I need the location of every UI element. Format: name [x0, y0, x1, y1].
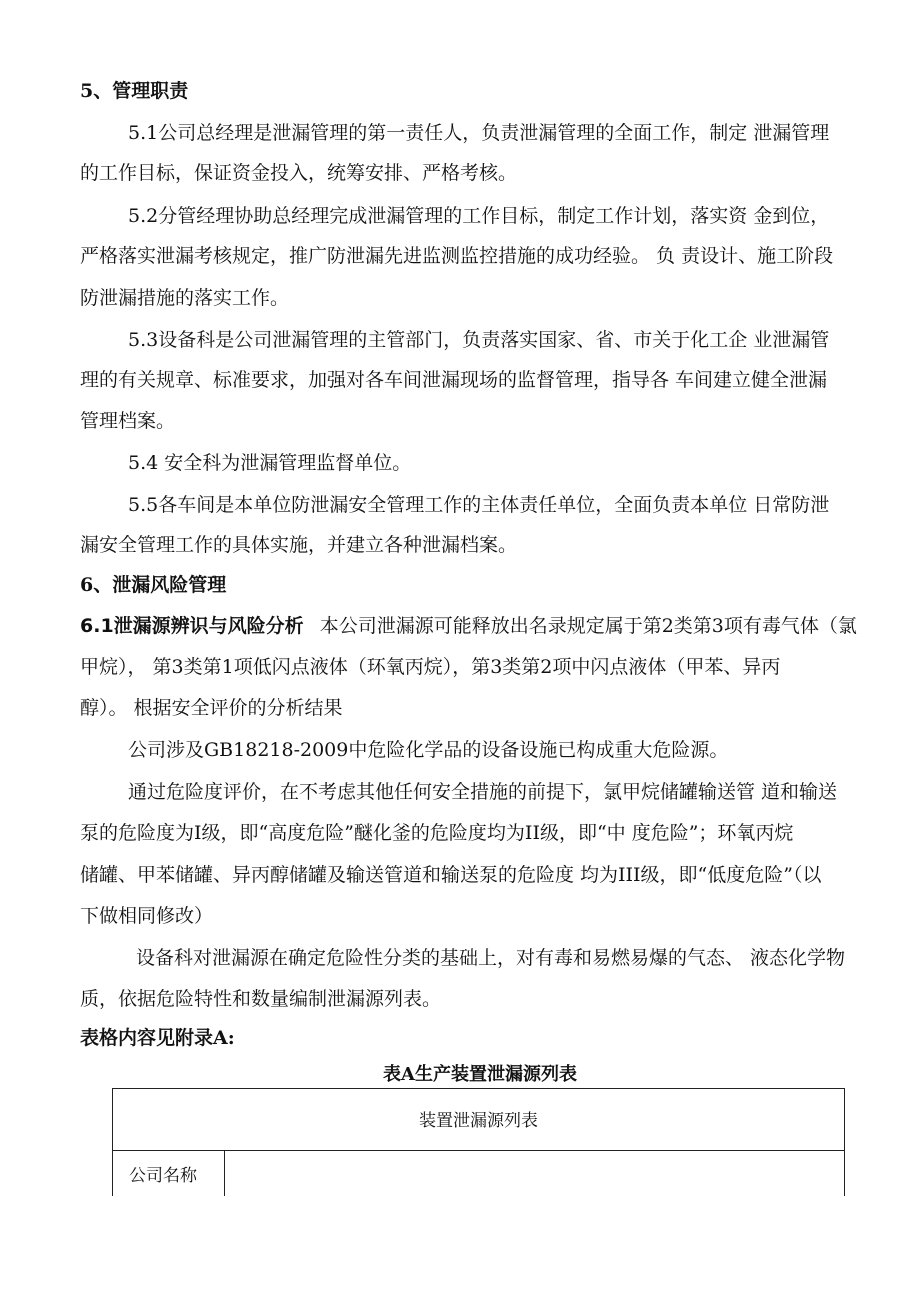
para-5-1-line-2: 的工作目标，保证资金投入，统筹安排、严格考核。: [80, 162, 518, 184]
para-evaluation-line-3: 储罐、甲苯储罐、异丙醇储罐及输送管道和输送泵的危险度 均为III级，即“低度危险”（以: [80, 864, 822, 886]
table-border-left: [112, 1088, 113, 1196]
para-6-1-line-2: 甲烷）， 第3类第1项低闪点液体（环氧丙烷），第3类第2项中闪点液体（甲苯、异丙: [80, 656, 781, 678]
para-5-3-line-2: 理的有关规章、标准要求，加强对各车间泄漏现场的监督管理，指导各 车间建立健全泄漏: [80, 369, 828, 391]
para-5-3-line-1: 5.3设备科是公司泄漏管理的主管部门，负责落实国家、省、市关于化工企 业泄漏管: [128, 329, 830, 351]
para-5-1-line-1: 5.1公司总经理是泄漏管理的第一责任人，负责泄漏管理的全面工作，制定 泄漏管理: [128, 122, 830, 144]
table-a-title: 表A生产装置泄漏源列表: [383, 1064, 577, 1085]
table-column-separator: [224, 1150, 225, 1196]
para-5-5-line-2: 漏安全管理工作的具体实施，并建立各种泄漏档案。: [80, 534, 518, 556]
table-row-separator: [112, 1150, 845, 1151]
para-5-5-line-1: 5.5各车间是本单位防泄漏安全管理工作的主体责任单位，全面负责本单位 日常防泄: [128, 494, 830, 516]
table-border-top: [112, 1088, 845, 1089]
para-5-4-line-1: 5.4 安全科为泄漏管理监督单位。: [128, 452, 412, 474]
para-5-2-line-2: 严格落实泄漏考核规定，推广防泄漏先进监测监控措施的成功经验。 负 责设计、施工阶段: [80, 245, 834, 267]
para-evaluation-line-4: 下做相同修改）: [80, 905, 214, 927]
para-gb-standard: 公司涉及GB18218-2009中危险化学品的设备设施已构成重大危险源。: [128, 739, 729, 761]
para-evaluation-line-2: 泵的危险度为I级，即“高度危险”醚化釜的危险度均为II级，即“中 度危险”；环氧丙烷: [80, 822, 794, 844]
table-a: [112, 1088, 845, 1196]
company-name-label: 公司名称: [129, 1166, 197, 1186]
para-evaluation-line-1: 通过危险度评价，在不考虑其他任何安全措施的前提下，氯甲烷储罐输送管 道和输送: [128, 781, 838, 803]
para-6-1-text: 本公司泄漏源可能释放出名录规定属于第2类第3项有毒气体（氯: [319, 615, 857, 637]
appendix-note: 表格内容见附录A:: [80, 1027, 235, 1049]
table-border-right: [844, 1088, 845, 1196]
para-equipment-dept-line-2: 质，依据危险特性和数量编制泄漏源列表。: [80, 988, 442, 1010]
para-5-2-line-3: 防泄漏措施的落实工作。: [80, 287, 290, 309]
table-header-cell: 装置泄漏源列表: [419, 1111, 538, 1131]
para-5-3-line-3: 管理档案。: [80, 410, 176, 432]
para-6-1-line-1: [80, 613, 857, 639]
section-6-1-title: 6.1泄漏源辨识与风险分析: [80, 615, 304, 637]
para-6-1-line-3: 醇）。 根据安全评价的分析结果: [80, 697, 343, 719]
section-6-heading: 6、泄漏风险管理: [80, 574, 227, 596]
para-equipment-dept-line-1: 设备科对泄漏源在确定危险性分类的基础上，对有毒和易燃易爆的气态、 液态化学物: [136, 947, 846, 969]
section-5-heading: 5、管理职责: [80, 80, 189, 102]
para-5-2-line-1: 5.2分管经理协助总经理完成泄漏管理的工作目标，制定工作计划，落实资 金到位，: [128, 205, 830, 227]
